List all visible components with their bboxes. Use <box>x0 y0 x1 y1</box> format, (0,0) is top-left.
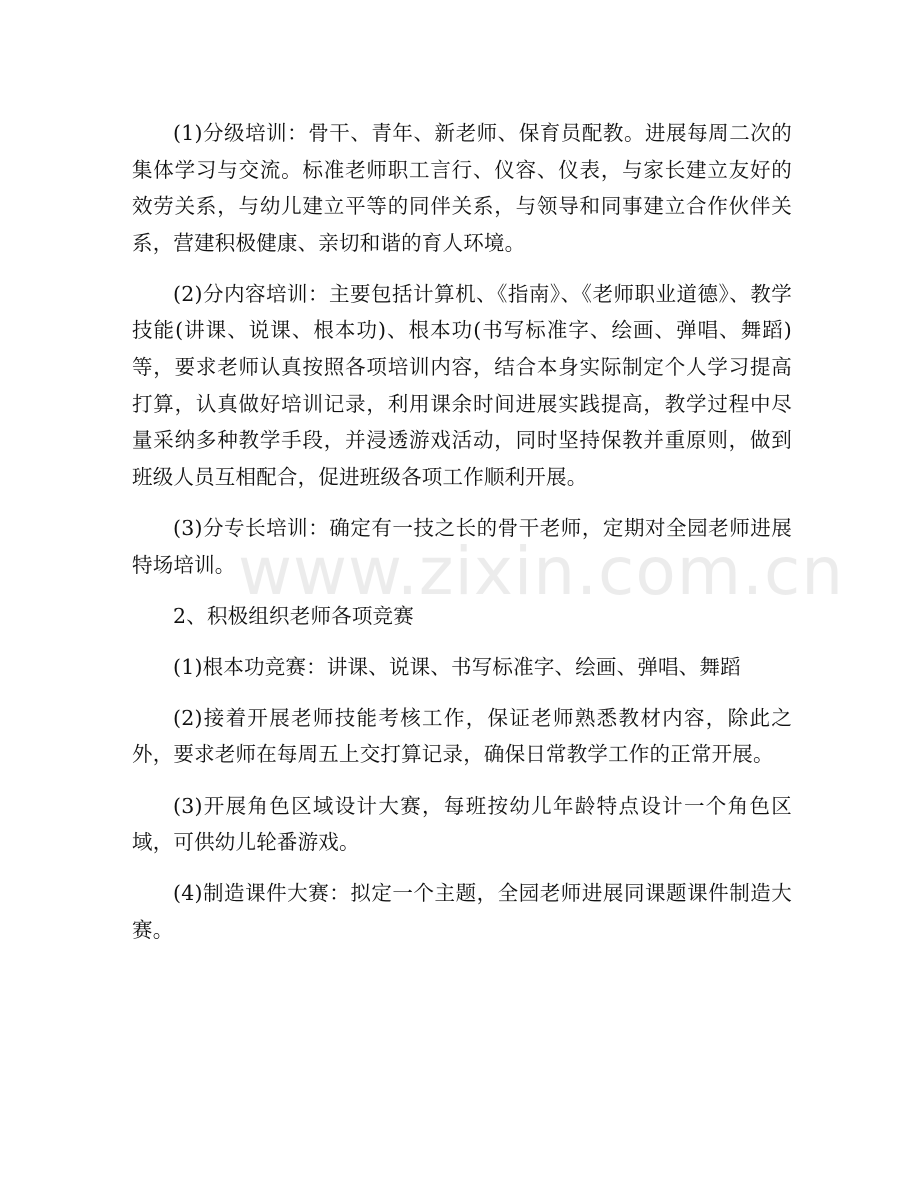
paragraph-basic-skills-competition: (1)根本功竞赛：讲课、说课、书写标准字、绘画、弹唱、舞蹈 <box>173 654 741 679</box>
paragraph-skills-assessment: (2)接着开展老师技能考核工作，保证老师熟悉教材内容，除此之外，要求老师在每周五上交打算记录，确保日常教学工作的正常开展。 <box>132 705 792 767</box>
paragraph-content-training: (2)分内容培训：主要包括计算机、《指南》、《老师职业道德》、教学技能(讲课、说课、根本功)、根本功(书写标准字、绘画、弹唱、舞蹈)等，要求老师认真按照各项培训内容，结合本身实际制定个人学习提高打算，认真做好培训记录，利用课余时间进展实践提高，教学过程中尽量采纳多种教学手段，并浸透游戏活动，同时坚持保教并重原则，做到班级人员互相配合，促进班级各项工作顺利开展。 <box>132 281 792 489</box>
watermark: www.zixin.com.cn <box>238 533 845 610</box>
paragraph-role-area-design: (3)开展角色区域设计大赛，每班按幼儿年龄特点设计一个角色区域，可供幼儿轮番游戏。 <box>132 793 792 855</box>
paragraph-courseware-contest: (4)制造课件大赛：拟定一个主题，全园老师进展同课题课件制造大赛。 <box>132 881 792 942</box>
section-heading-competitions: 2、积极组织老师各项竞赛 <box>173 603 414 628</box>
paragraph-graded-training: (1)分级培训：骨干、青年、新老师、保育员配教。进展每周二次的集体学习与交流。标准老师职工言行、仪容、仪表，与家长建立友好的效劳关系，与幼儿建立平等的同伴关系，与领导和同事建立合作伙伴关系，营建积极健康、亲切和谐的育人环境。 <box>132 121 792 255</box>
paragraph-specialty-training: (3)分专长培训：确定有一技之长的骨干老师，定期对全园老师进展特场培训。 <box>132 515 792 577</box>
document-body <box>132 115 792 963</box>
